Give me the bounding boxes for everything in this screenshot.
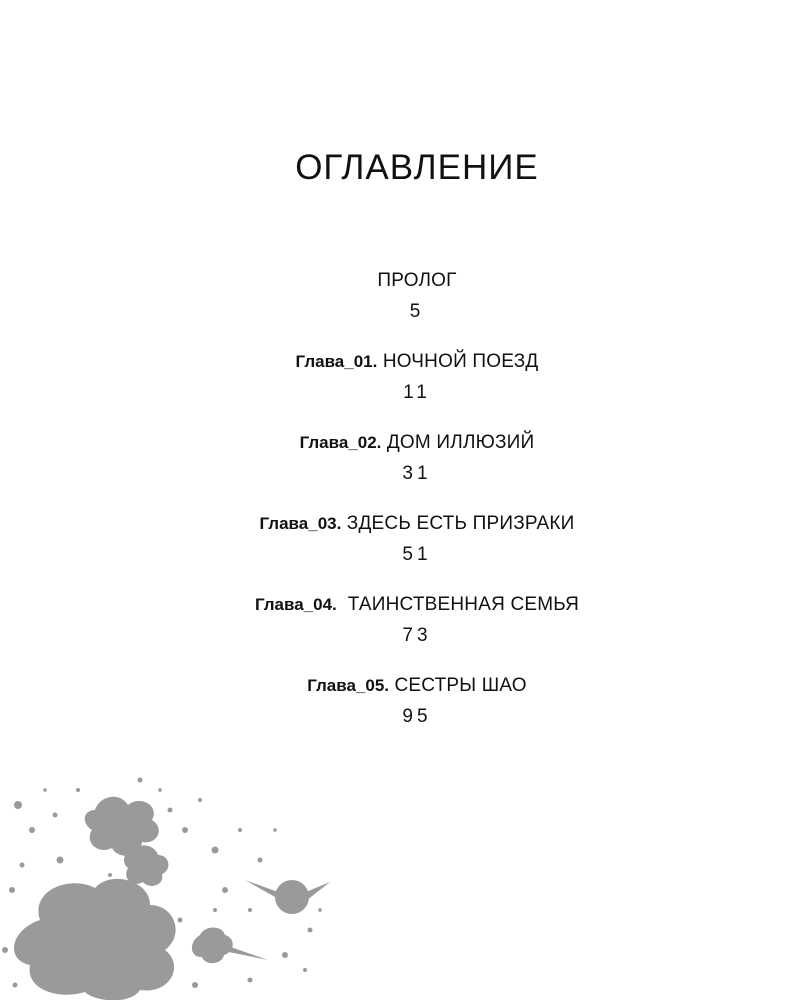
page-number: 73 (402, 625, 432, 646)
entry-title: СЕСТРЫ ШАО (389, 675, 527, 696)
page-number: 11 (403, 382, 431, 403)
toc-entry-chapter-05[interactable] (0, 673, 800, 754)
toc-entry-chapter-01[interactable] (0, 349, 800, 430)
toc-entry-line (0, 430, 800, 456)
entry-title: ДОМ ИЛЛЮЗИЙ (381, 432, 535, 453)
page-title: ОГЛАВЛЕНИЕ (295, 148, 539, 187)
page-number: 95 (402, 706, 432, 727)
toc-entry-chapter-02[interactable] (0, 430, 800, 511)
ink-splatter-icon (0, 770, 340, 1000)
toc-entry-chapter-03[interactable] (0, 511, 800, 592)
toc-entry-line (0, 592, 800, 618)
page-number: 31 (402, 463, 432, 484)
chapter-label: Глава_01. (295, 352, 378, 371)
toc-entry-chapter-04[interactable] (0, 592, 800, 673)
page-number: 5 (409, 301, 425, 322)
chapter-label: Глава_02. (299, 433, 382, 452)
entry-title: НОЧНОЙ ПОЕЗД (377, 351, 539, 372)
chapter-label: Глава_04. (254, 595, 337, 614)
toc-entry-line (0, 268, 800, 294)
entry-title: ТАИНСТВЕННАЯ СЕМЬЯ (336, 594, 580, 615)
toc-entry-line (0, 349, 800, 375)
chapter-label: Глава_03. (259, 514, 342, 533)
entry-title: ПРОЛОГ (377, 270, 457, 291)
toc-entry-prologue[interactable] (0, 268, 800, 349)
chapter-label: Глава_05. (307, 676, 389, 695)
page-number: 51 (402, 544, 432, 565)
toc-entry-line (0, 673, 800, 699)
toc-entry-line (0, 511, 800, 537)
entry-title: ЗДЕСЬ ЕСТЬ ПРИЗРАКИ (341, 513, 575, 534)
table-of-contents (0, 268, 800, 754)
